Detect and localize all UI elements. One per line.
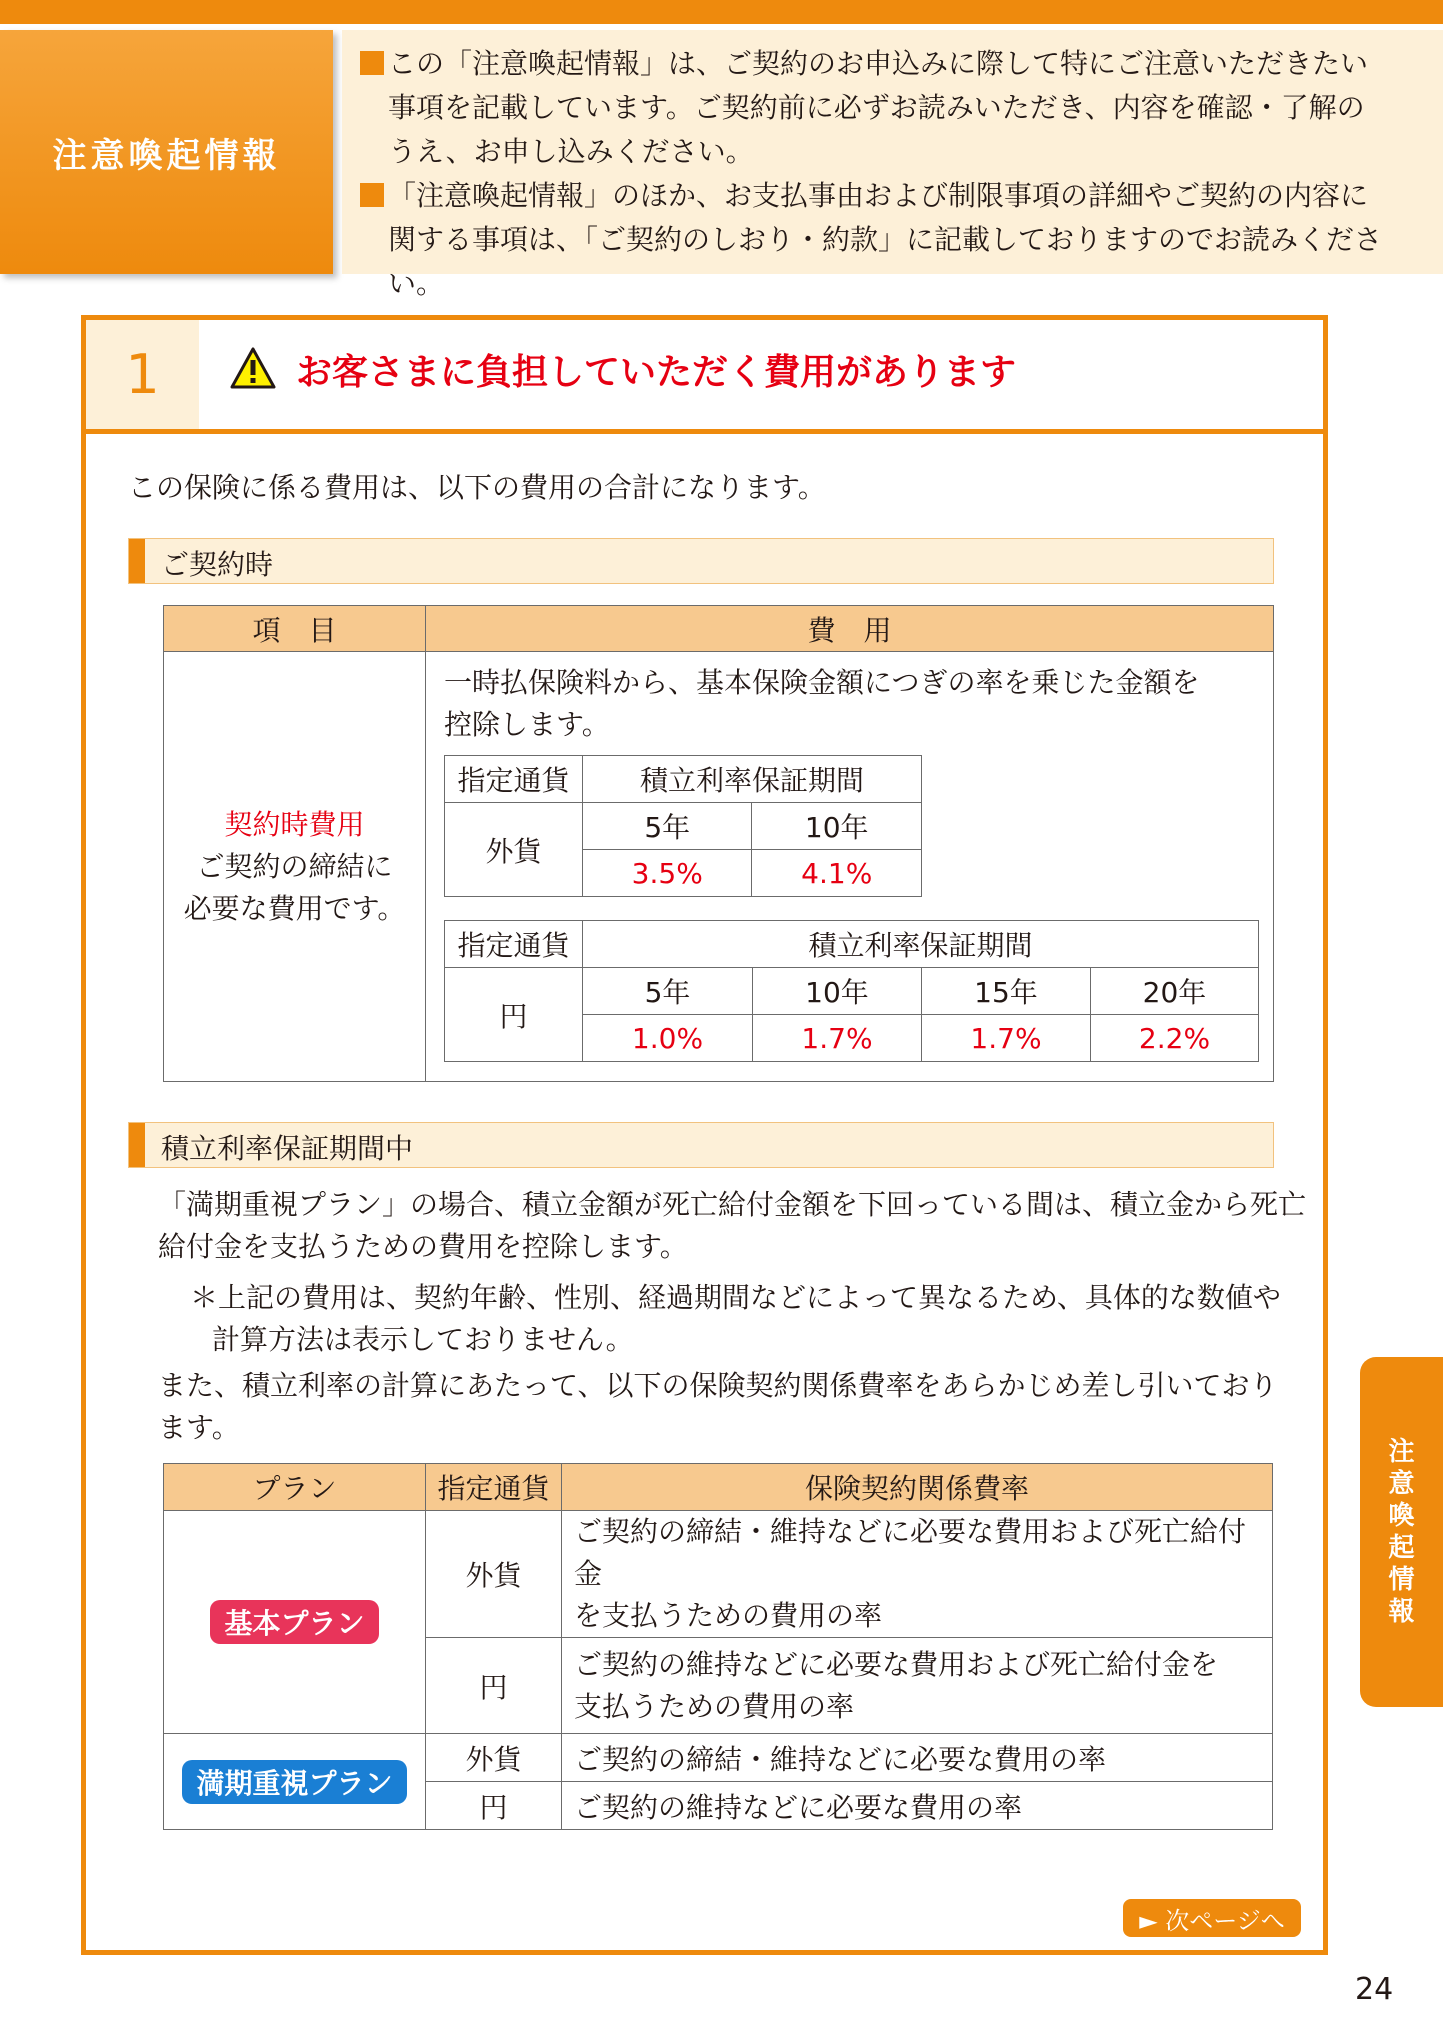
header-rate: 保険契約関係費率 bbox=[562, 1464, 1273, 1511]
period-cell: 15年 bbox=[922, 968, 1091, 1015]
side-index-tab[interactable]: 注 意 喚 起 情 報 bbox=[1360, 1357, 1443, 1707]
warning-icon bbox=[229, 346, 277, 390]
plan-cell bbox=[164, 1511, 426, 1734]
currency-cell: 外貨 bbox=[426, 1734, 562, 1782]
rate-cell: 1.7% bbox=[753, 1015, 922, 1062]
subhead-bar bbox=[129, 1123, 145, 1167]
item-cell bbox=[164, 652, 426, 1082]
period-cell: 10年 bbox=[752, 803, 922, 850]
currency-header: 指定通貨 bbox=[445, 756, 583, 803]
note-line: ＊上記の費用は、契約年齢、性別、経過期間などによって異なるため、具体的な数値や bbox=[190, 1281, 1281, 1314]
section-number: 1 bbox=[86, 320, 199, 429]
notice-line: 事項を記載しています。ご契約前に必ずお読みいただき、内容を確認・了解の bbox=[388, 91, 1365, 124]
rate-desc-cell: ご契約の維持などに必要な費用および死亡給付金を 支払うための費用の率 bbox=[562, 1638, 1273, 1734]
period-header: 積立利率保証期間 bbox=[583, 756, 922, 803]
currency-header: 指定通貨 bbox=[445, 921, 583, 968]
cost-text: 一時払保険料から、基本保険金額につぎの率を乗じた金額を bbox=[444, 666, 1200, 699]
header-plan: プラン bbox=[164, 1464, 426, 1511]
period-header: 積立利率保証期間 bbox=[583, 921, 1259, 968]
rate-desc-cell: ご契約の維持などに必要な費用の率 bbox=[562, 1782, 1273, 1830]
note-line: 計算方法は表示しておりません。 bbox=[212, 1323, 634, 1356]
yen-rate-table bbox=[444, 920, 1259, 1062]
square-bullet-icon bbox=[360, 51, 384, 75]
rate-cell: 4.1% bbox=[752, 850, 922, 897]
expense-rate-table bbox=[163, 1463, 1273, 1830]
rate-desc-cell: ご契約の締結・維持などに必要な費用の率 bbox=[562, 1734, 1273, 1782]
section-header bbox=[81, 315, 1328, 434]
header-title-box bbox=[0, 30, 333, 274]
rate-cell: 1.0% bbox=[583, 1015, 753, 1062]
paragraph-line: また、積立利率の計算にあたって、以下の保険契約関係費率をあらかじめ差し引いており bbox=[158, 1369, 1278, 1402]
notice-line: うえ、お申し込みください。 bbox=[388, 135, 754, 168]
notice-item-2: 「注意喚起情報」のほか、お支払事由および制限事項の詳細やご契約の内容に bbox=[360, 174, 1400, 218]
cost-text: 控除します。 bbox=[444, 708, 610, 741]
rate-desc-cell: ご契約の締結・維持などに必要な費用および死亡給付金 を支払うための費用の率 bbox=[562, 1511, 1273, 1638]
basic-plan-badge: 基本プラン bbox=[210, 1600, 378, 1644]
period-cell: 5年 bbox=[583, 803, 752, 850]
subhead-label: 積立利率保証期間中 bbox=[161, 1132, 414, 1165]
paragraph-line: 「満期重視プラン」の場合、積立金額が死亡給付金額を下回っている間は、積立金から死亡 bbox=[158, 1188, 1307, 1221]
currency-cell: 外貨 bbox=[445, 803, 583, 897]
item-name: 契約時費用 bbox=[224, 807, 365, 841]
subhead-label: ご契約時 bbox=[161, 548, 274, 581]
subhead-contract bbox=[128, 538, 1274, 584]
notice-line: 関する事項は、「ご契約のしおり・約款」に記載しておりますのでお読みください。 bbox=[388, 223, 1383, 300]
paragraph-line: 給付金を支払うための費用を控除します。 bbox=[158, 1230, 688, 1263]
subhead-bar bbox=[129, 539, 145, 583]
rate-cell: 3.5% bbox=[583, 850, 752, 897]
rate-cell: 1.7% bbox=[922, 1015, 1091, 1062]
header-item: 項 目 bbox=[164, 606, 426, 652]
header-title: 注意喚起情報 bbox=[52, 135, 281, 176]
item-desc: 必要な費用です。 bbox=[183, 891, 406, 925]
rate-cell: 2.2% bbox=[1091, 1015, 1259, 1062]
item-desc: ご契約の締結に bbox=[196, 849, 393, 883]
header-currency: 指定通貨 bbox=[426, 1464, 562, 1511]
notice-box bbox=[342, 30, 1443, 300]
currency-cell: 円 bbox=[426, 1638, 562, 1734]
top-bar bbox=[0, 0, 1443, 24]
currency-cell: 円 bbox=[426, 1782, 562, 1830]
subhead-guarantee bbox=[128, 1122, 1274, 1168]
period-cell: 5年 bbox=[583, 968, 753, 1015]
maturity-plan-badge: 満期重視プラン bbox=[182, 1760, 406, 1804]
page-number: 24 bbox=[1355, 1972, 1394, 2007]
paragraph-line: ます。 bbox=[158, 1411, 240, 1444]
notice-item-1: この「注意喚起情報」は、ご契約のお申込みに際して特にご注意いただきたい bbox=[360, 42, 1400, 86]
currency-cell: 円 bbox=[445, 968, 583, 1062]
next-page-button[interactable]: ► 次ページへ bbox=[1123, 1899, 1301, 1937]
section-intro: この保険に係る費用は、以下の費用の合計になります。 bbox=[128, 471, 826, 504]
period-cell: 20年 bbox=[1091, 968, 1259, 1015]
period-cell: 10年 bbox=[753, 968, 922, 1015]
header-cost: 費 用 bbox=[426, 606, 1274, 652]
plan-cell bbox=[164, 1734, 426, 1830]
square-bullet-icon bbox=[360, 183, 384, 207]
foreign-rate-table bbox=[444, 755, 922, 897]
section-title: お客さまに負担していただく費用があります bbox=[296, 352, 1017, 393]
currency-cell: 外貨 bbox=[426, 1511, 562, 1638]
